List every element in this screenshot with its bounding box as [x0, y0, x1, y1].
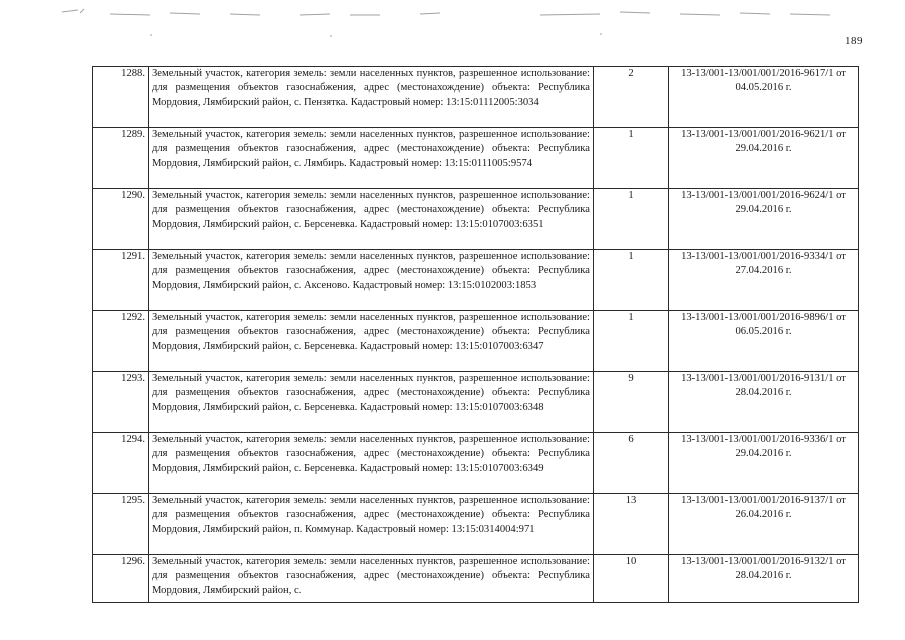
- registration-record: 13-13/001-13/001/001/2016-9131/1 от 28.04.2016 г.: [669, 372, 859, 433]
- object-description: Земельный участок, категория земель: земли населенных пунктов, разрешенное использование: для размещения объектов газоснабжения, адрес (местонахождение) объекта: Республика Мордовия, Лямбирский район, с.: [152, 556, 590, 596]
- object-description: Земельный участок, категория земель: земли населенных пунктов, разрешенное использование: для размещения объектов газоснабжения, адрес (местонахождение) объекта: Республика Мордовия, Лямбирский район, п. Коммунар. Кадастровый номер: 13:15:0314004:971: [152, 495, 590, 535]
- object-description-cell: [149, 433, 594, 494]
- land-registry-table: [92, 66, 859, 603]
- quantity: 6: [594, 433, 669, 494]
- quantity: 1: [594, 189, 669, 250]
- object-description: Земельный участок, категория земель: земли населенных пунктов, разрешенное использование: для размещения объектов газоснабжения, адрес (местонахождение) объекта: Республика Мордовия, Лямбирский район, с. Берсеневка. Кадастровый номер: 13:15:0107003:6349: [152, 434, 590, 474]
- quantity: 2: [594, 67, 669, 128]
- object-description-cell: [149, 250, 594, 311]
- object-description-cell: [149, 128, 594, 189]
- row-number: 1291.: [93, 250, 149, 311]
- object-description: Земельный участок, категория земель: земли населенных пунктов, разрешенное использование: для размещения объектов газоснабжения, адрес (местонахождение) объекта: Республика Мордовия, Лямбирский район, с. Пензятка. Кадастровый номер: 13:15:01112005:3034: [152, 68, 590, 108]
- quantity: 1: [594, 311, 669, 372]
- table-row: [93, 250, 859, 311]
- registration-record: 13-13/001-13/001/001/2016-9896/1 от 06.05.2016 г.: [669, 311, 859, 372]
- registration-record: 13-13/001-13/001/001/2016-9617/1 от 04.05.2016 г.: [669, 67, 859, 128]
- table-row: [93, 555, 859, 603]
- table-row: [93, 67, 859, 128]
- row-number: 1288.: [93, 67, 149, 128]
- object-description-cell: [149, 555, 594, 603]
- registration-record: 13-13/001-13/001/001/2016-9137/1 от 26.04.2016 г.: [669, 494, 859, 555]
- quantity: 1: [594, 128, 669, 189]
- registration-record: 13-13/001-13/001/001/2016-9334/1 от 27.04.2016 г.: [669, 250, 859, 311]
- registration-record: 13-13/001-13/001/001/2016-9624/1 от 29.04.2016 г.: [669, 189, 859, 250]
- object-description: Земельный участок, категория земель: земли населенных пунктов, разрешенное использование: для размещения объектов газоснабжения, адрес (местонахождение) объекта: Республика Мордовия, Лямбирский район, с. Берсеневка. Кадастровый номер: 13:15:0107003:6348: [152, 373, 590, 413]
- row-number: 1290.: [93, 189, 149, 250]
- table-row: [93, 128, 859, 189]
- registration-record: 13-13/001-13/001/001/2016-9132/1 от 28.04.2016 г.: [669, 555, 859, 603]
- registration-record: 13-13/001-13/001/001/2016-9621/1 от 29.04.2016 г.: [669, 128, 859, 189]
- quantity: 1: [594, 250, 669, 311]
- table-row: [93, 494, 859, 555]
- row-number: 1293.: [93, 372, 149, 433]
- quantity: 13: [594, 494, 669, 555]
- object-description: Земельный участок, категория земель: земли населенных пунктов, разрешенное использование: для размещения объектов газоснабжения, адрес (местонахождение) объекта: Республика Мордовия, Лямбирский район, с. Берсеневка. Кадастровый номер: 13:15:0107003:6351: [152, 190, 590, 230]
- table-row: [93, 189, 859, 250]
- row-number: 1296.: [93, 555, 149, 603]
- object-description: Земельный участок, категория земель: земли населенных пунктов, разрешенное использование: для размещения объектов газоснабжения, адрес (местонахождение) объекта: Республика Мордовия, Лямбирский район, с. Берсеневка. Кадастровый номер: 13:15:0107003:6347: [152, 312, 590, 352]
- registration-record: 13-13/001-13/001/001/2016-9336/1 от 29.04.2016 г.: [669, 433, 859, 494]
- row-number: 1295.: [93, 494, 149, 555]
- row-number: 1292.: [93, 311, 149, 372]
- table-row: [93, 433, 859, 494]
- object-description-cell: [149, 494, 594, 555]
- scan-artifact-marks: [0, 0, 905, 40]
- table-row: [93, 311, 859, 372]
- object-description-cell: [149, 372, 594, 433]
- object-description-cell: [149, 311, 594, 372]
- object-description: Земельный участок, категория земель: земли населенных пунктов, разрешенное использование: для размещения объектов газоснабжения, адрес (местонахождение) объекта: Республика Мордовия, Лямбирский район, с. Лямбирь. Кадастровый номер: 13:15:0111005:9574: [152, 129, 590, 169]
- object-description-cell: [149, 189, 594, 250]
- object-description: Земельный участок, категория земель: земли населенных пунктов, разрешенное использование: для размещения объектов газоснабжения, адрес (местонахождение) объекта: Республика Мордовия, Лямбирский район, с. Аксеново. Кадастровый номер: 13:15:0102003:1853: [152, 251, 590, 291]
- table-row: [93, 372, 859, 433]
- row-number: 1289.: [93, 128, 149, 189]
- quantity: 9: [594, 372, 669, 433]
- object-description-cell: [149, 67, 594, 128]
- page-number: 189: [845, 35, 863, 47]
- row-number: 1294.: [93, 433, 149, 494]
- quantity: 10: [594, 555, 669, 603]
